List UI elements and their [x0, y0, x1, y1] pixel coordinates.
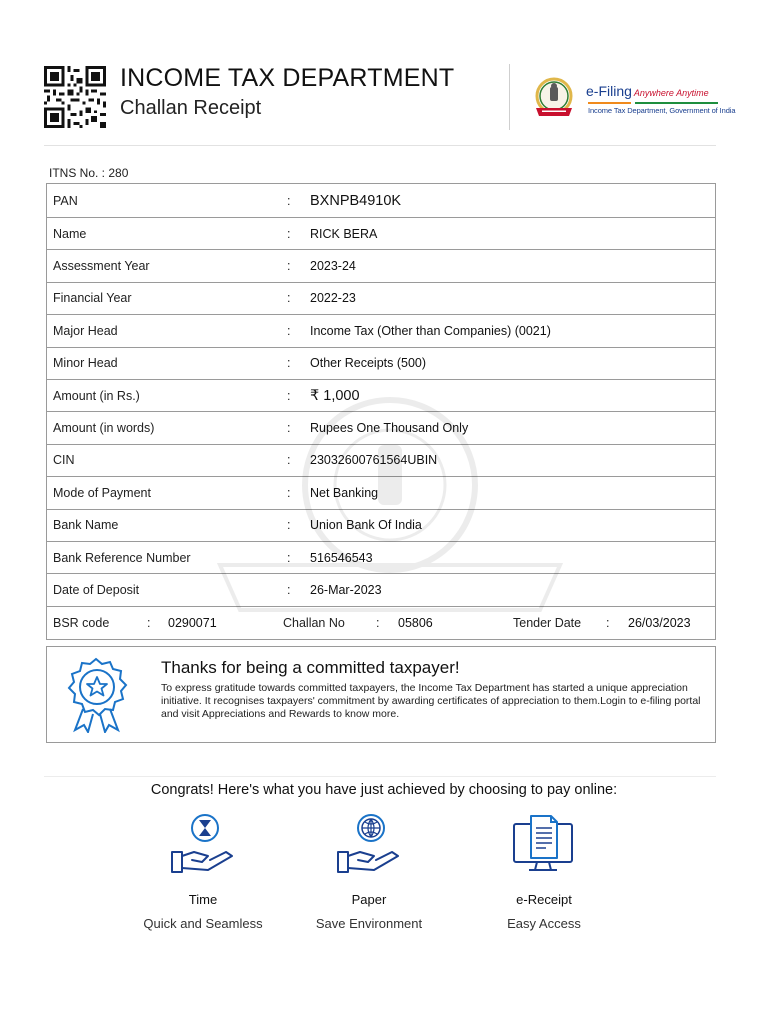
efiling-brand [586, 83, 709, 99]
appreciation-box [46, 646, 716, 743]
efiling-subtext: Income Tax Department, Government of India [588, 106, 736, 115]
row-separator: : [287, 193, 291, 208]
tender-date-label: Tender Date [513, 615, 582, 630]
row-value: 2023-24 [310, 259, 356, 274]
row-separator: : [147, 615, 151, 630]
row-separator: : [287, 453, 291, 468]
table-row [47, 315, 715, 347]
row-value: 2022-23 [310, 291, 356, 306]
row-separator: : [376, 615, 380, 630]
receipt-header [44, 64, 736, 136]
header-rule [44, 145, 716, 146]
row-value: RICK BERA [310, 226, 378, 241]
row-label: PAN [53, 193, 78, 208]
row-separator: : [287, 356, 291, 371]
benefit-title: e-Receipt [516, 892, 572, 907]
row-label: Date of Deposit [53, 582, 140, 597]
table-row [47, 445, 715, 477]
section-rule [44, 776, 716, 777]
efiling-tagline: Anywhere Anytime [633, 88, 709, 98]
row-separator: : [287, 323, 291, 338]
row-separator: : [287, 582, 291, 597]
globe-hand-icon [334, 812, 404, 878]
table-row [47, 380, 715, 412]
table-row [47, 218, 715, 250]
row-label: Amount (in Rs.) [53, 388, 140, 403]
row-separator: : [287, 550, 291, 565]
row-label: Major Head [53, 323, 118, 338]
benefit-ereceipt [464, 812, 624, 931]
table-row [47, 574, 715, 606]
efiling-brand-name: e-Filing [586, 83, 632, 99]
congrats-heading: Congrats! Here's what you have just achieved by choosing to pay online: [150, 782, 618, 798]
row-separator: : [287, 259, 291, 274]
row-separator: : [606, 615, 610, 630]
benefit-time [123, 812, 283, 931]
table-row [47, 283, 715, 315]
row-value: Other Receipts (500) [310, 356, 427, 371]
benefit-subtitle: Easy Access [507, 916, 581, 931]
row-label: Bank Reference Number [53, 550, 191, 565]
challan-no-value: 05806 [398, 615, 433, 630]
row-value: ₹ 1,000 [310, 387, 360, 404]
table-row [47, 250, 715, 282]
row-label: Amount (in words) [53, 421, 155, 436]
row-label: Financial Year [53, 291, 132, 306]
table-row [47, 412, 715, 444]
row-separator: : [287, 421, 291, 436]
award-badge-icon [63, 657, 129, 733]
efiling-tricolor-line [588, 102, 718, 104]
tender-date-value: 26/03/2023 [628, 615, 691, 630]
row-separator: : [287, 388, 291, 403]
row-value: 516546543 [310, 550, 373, 565]
page-subtitle: Challan Receipt [120, 97, 262, 119]
benefit-subtitle: Save Environment [315, 916, 423, 931]
appreciation-body: To express gratitude towards committed taxpayers, the Income Tax Department has started a unique appreciation initiative. It recognises taxpayers' commitment by awarding certificates of appreciation to them.Login to e-filing portal and visit Appreciations and Rewards to know more. [161, 682, 701, 720]
qr-code-icon [44, 66, 106, 128]
challan-details-table [46, 183, 716, 640]
row-label: CIN [53, 453, 75, 468]
table-row [47, 542, 715, 574]
row-label: Minor Head [53, 356, 118, 371]
bsr-challan-row [47, 607, 715, 639]
row-label: Assessment Year [53, 259, 150, 274]
row-separator: : [287, 485, 291, 500]
bsr-code-value: 0290071 [168, 615, 217, 630]
benefit-title: Paper [351, 892, 387, 907]
efiling-logo [532, 74, 736, 124]
row-separator: : [287, 518, 291, 533]
row-value: Income Tax (Other than Companies) (0021) [310, 323, 551, 338]
challan-no-label: Challan No [283, 615, 345, 630]
hourglass-hand-icon [168, 812, 238, 878]
benefit-paper [289, 812, 449, 931]
benefit-title: Time [188, 892, 218, 907]
row-value: 23032600761564UBIN [310, 453, 438, 468]
table-row [47, 477, 715, 509]
row-value: 26-Mar-2023 [310, 582, 382, 597]
row-separator: : [287, 291, 291, 306]
benefit-subtitle: Quick and Seamless [143, 916, 263, 931]
table-row [47, 510, 715, 542]
row-label: Bank Name [53, 518, 119, 533]
row-value: Rupees One Thousand Only [310, 421, 469, 436]
row-value: BXNPB4910K [310, 192, 402, 209]
row-value: Union Bank Of India [310, 518, 422, 533]
header-divider [509, 64, 510, 130]
table-row [47, 348, 715, 380]
document-monitor-icon [509, 812, 579, 878]
page-title: INCOME TAX DEPARTMENT [120, 64, 455, 92]
income-tax-emblem-icon [532, 74, 582, 124]
row-label: Name [53, 226, 87, 241]
row-value: Net Banking [310, 485, 379, 500]
row-label: Mode of Payment [53, 485, 151, 500]
bsr-code-label: BSR code [53, 615, 110, 630]
table-row [47, 184, 715, 218]
itns-number: ITNS No. : 280 [49, 166, 129, 180]
row-separator: : [287, 226, 291, 241]
appreciation-title: Thanks for being a committed taxpayer! [161, 658, 460, 677]
